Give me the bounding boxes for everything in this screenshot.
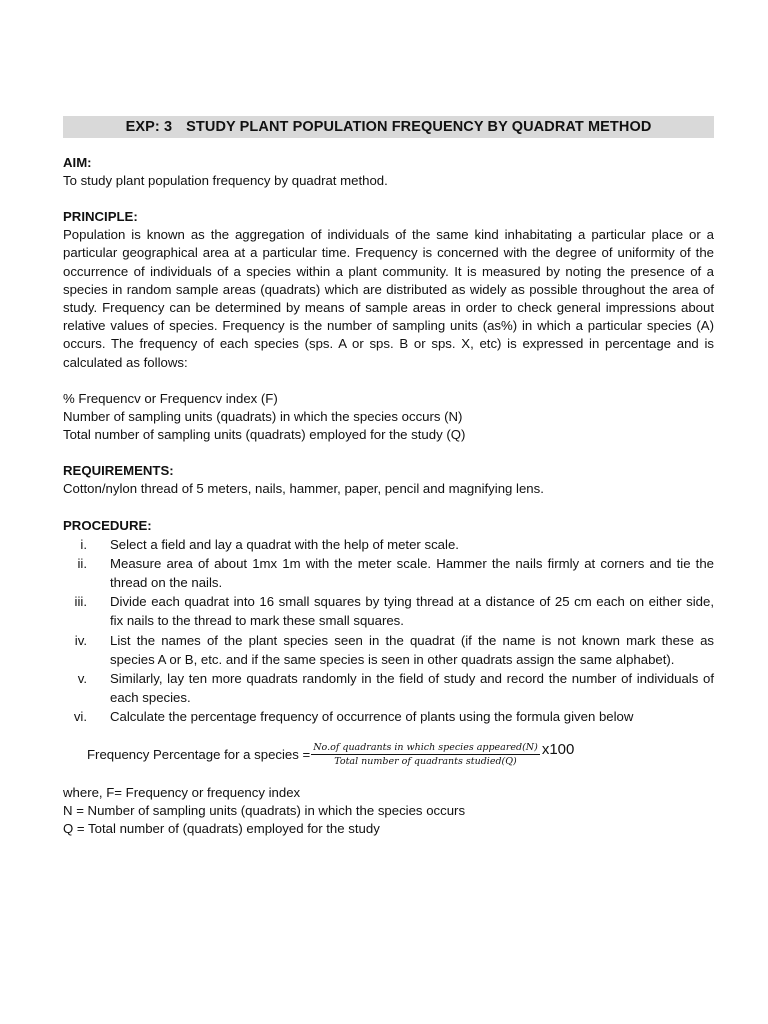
- aim-text: To study plant population frequency by quadrat method.: [63, 173, 388, 188]
- formula-denominator: Total number of quadrants studied(Q): [334, 755, 517, 767]
- procedure-step: ii. Measure area of about 1mx 1m with the meter scale. Hammer the nails firmly at corners and tie the thread on the nails.: [77, 555, 714, 591]
- experiment-title-text: STUDY PLANT POPULATION FREQUENCY BY QUADRAT METHOD: [186, 119, 652, 135]
- experiment-title: [63, 116, 714, 138]
- requirements-text: Cotton/nylon thread of 5 meters, nails, hammer, paper, pencil and magnifying lens.: [63, 481, 544, 497]
- principle-heading: PRINCIPLE:: [63, 209, 138, 225]
- procedure-step: iii. Divide each quadrat into 16 small squares by tying thread at a distance of 25 cm each on either side, fix nails to the thread to mark these small squares.: [74, 594, 714, 629]
- legend-line: N = Number of sampling units (quadrats) in which the species occurs: [63, 802, 466, 818]
- procedure-step: vi. Calculate the percentage frequency of occurrence of plants using the formula given below: [73, 709, 634, 725]
- definition-line: % Frequencv or Frequencv index (F): [63, 390, 278, 406]
- principle-text: Population is known as the aggregation of individuals of the same kind inhabitating a particular place or a particular geographical area at a particular time. Frequency is concerned with the degree of uniformity of the occurrence of individuals of a species within a plant community. It is measured by noting the presence of a species in random sample areas (quadrats) which are distributed as widely as possible throughout the area of study. Frequency can be determined by means of sample areas in order to check general impressions about relative values of species. Frequency is the number of sampling units (as%) in which a particular species (A) occurs. The frequency of each species (sps. A or sps. B or sps. X, etc) is expressed in percentage and is calculated as follows:: [63, 227, 714, 370]
- requirements-heading: REQUIREMENTS:: [63, 463, 174, 479]
- procedure-step: i. Select a field and lay a quadrat with the help of meter scale.: [80, 536, 459, 552]
- formula-fraction: [311, 741, 540, 768]
- procedure-step: v. Similarly, lay ten more quadrats randomly in the field of study and record the number of individuals of each species.: [77, 671, 714, 706]
- formula-legend: [63, 784, 714, 839]
- procedure-list: [63, 535, 714, 727]
- procedure-step: iv. List the names of the plant species seen in the quadrat (if the name is not known mark these as species A or B, etc. and if the same species is seen in other quadrats assign the same alphabet).: [74, 632, 714, 667]
- experiment-number: EXP: 3: [125, 119, 173, 135]
- frequency-formula: [87, 741, 714, 768]
- document-page: [63, 116, 714, 838]
- legend-line: Q = Total number of (quadrats) employed for the study: [63, 821, 380, 837]
- aim-heading: AIM:: [63, 155, 92, 170]
- formula-label: Frequency Percentage for a species =: [87, 746, 311, 762]
- formula-numerator: No.of quadrants in which species appeared(N): [313, 741, 538, 753]
- definition-line: Total number of sampling units (quadrats) employed for the study (Q): [63, 427, 466, 443]
- formula-multiplier: x100: [541, 740, 575, 758]
- legend-line: where, F= Frequency or frequency index: [63, 784, 301, 800]
- definition-line: Number of sampling units (quadrats) in which the species occurs (N): [63, 409, 463, 425]
- procedure-heading: PROCEDURE:: [63, 517, 152, 533]
